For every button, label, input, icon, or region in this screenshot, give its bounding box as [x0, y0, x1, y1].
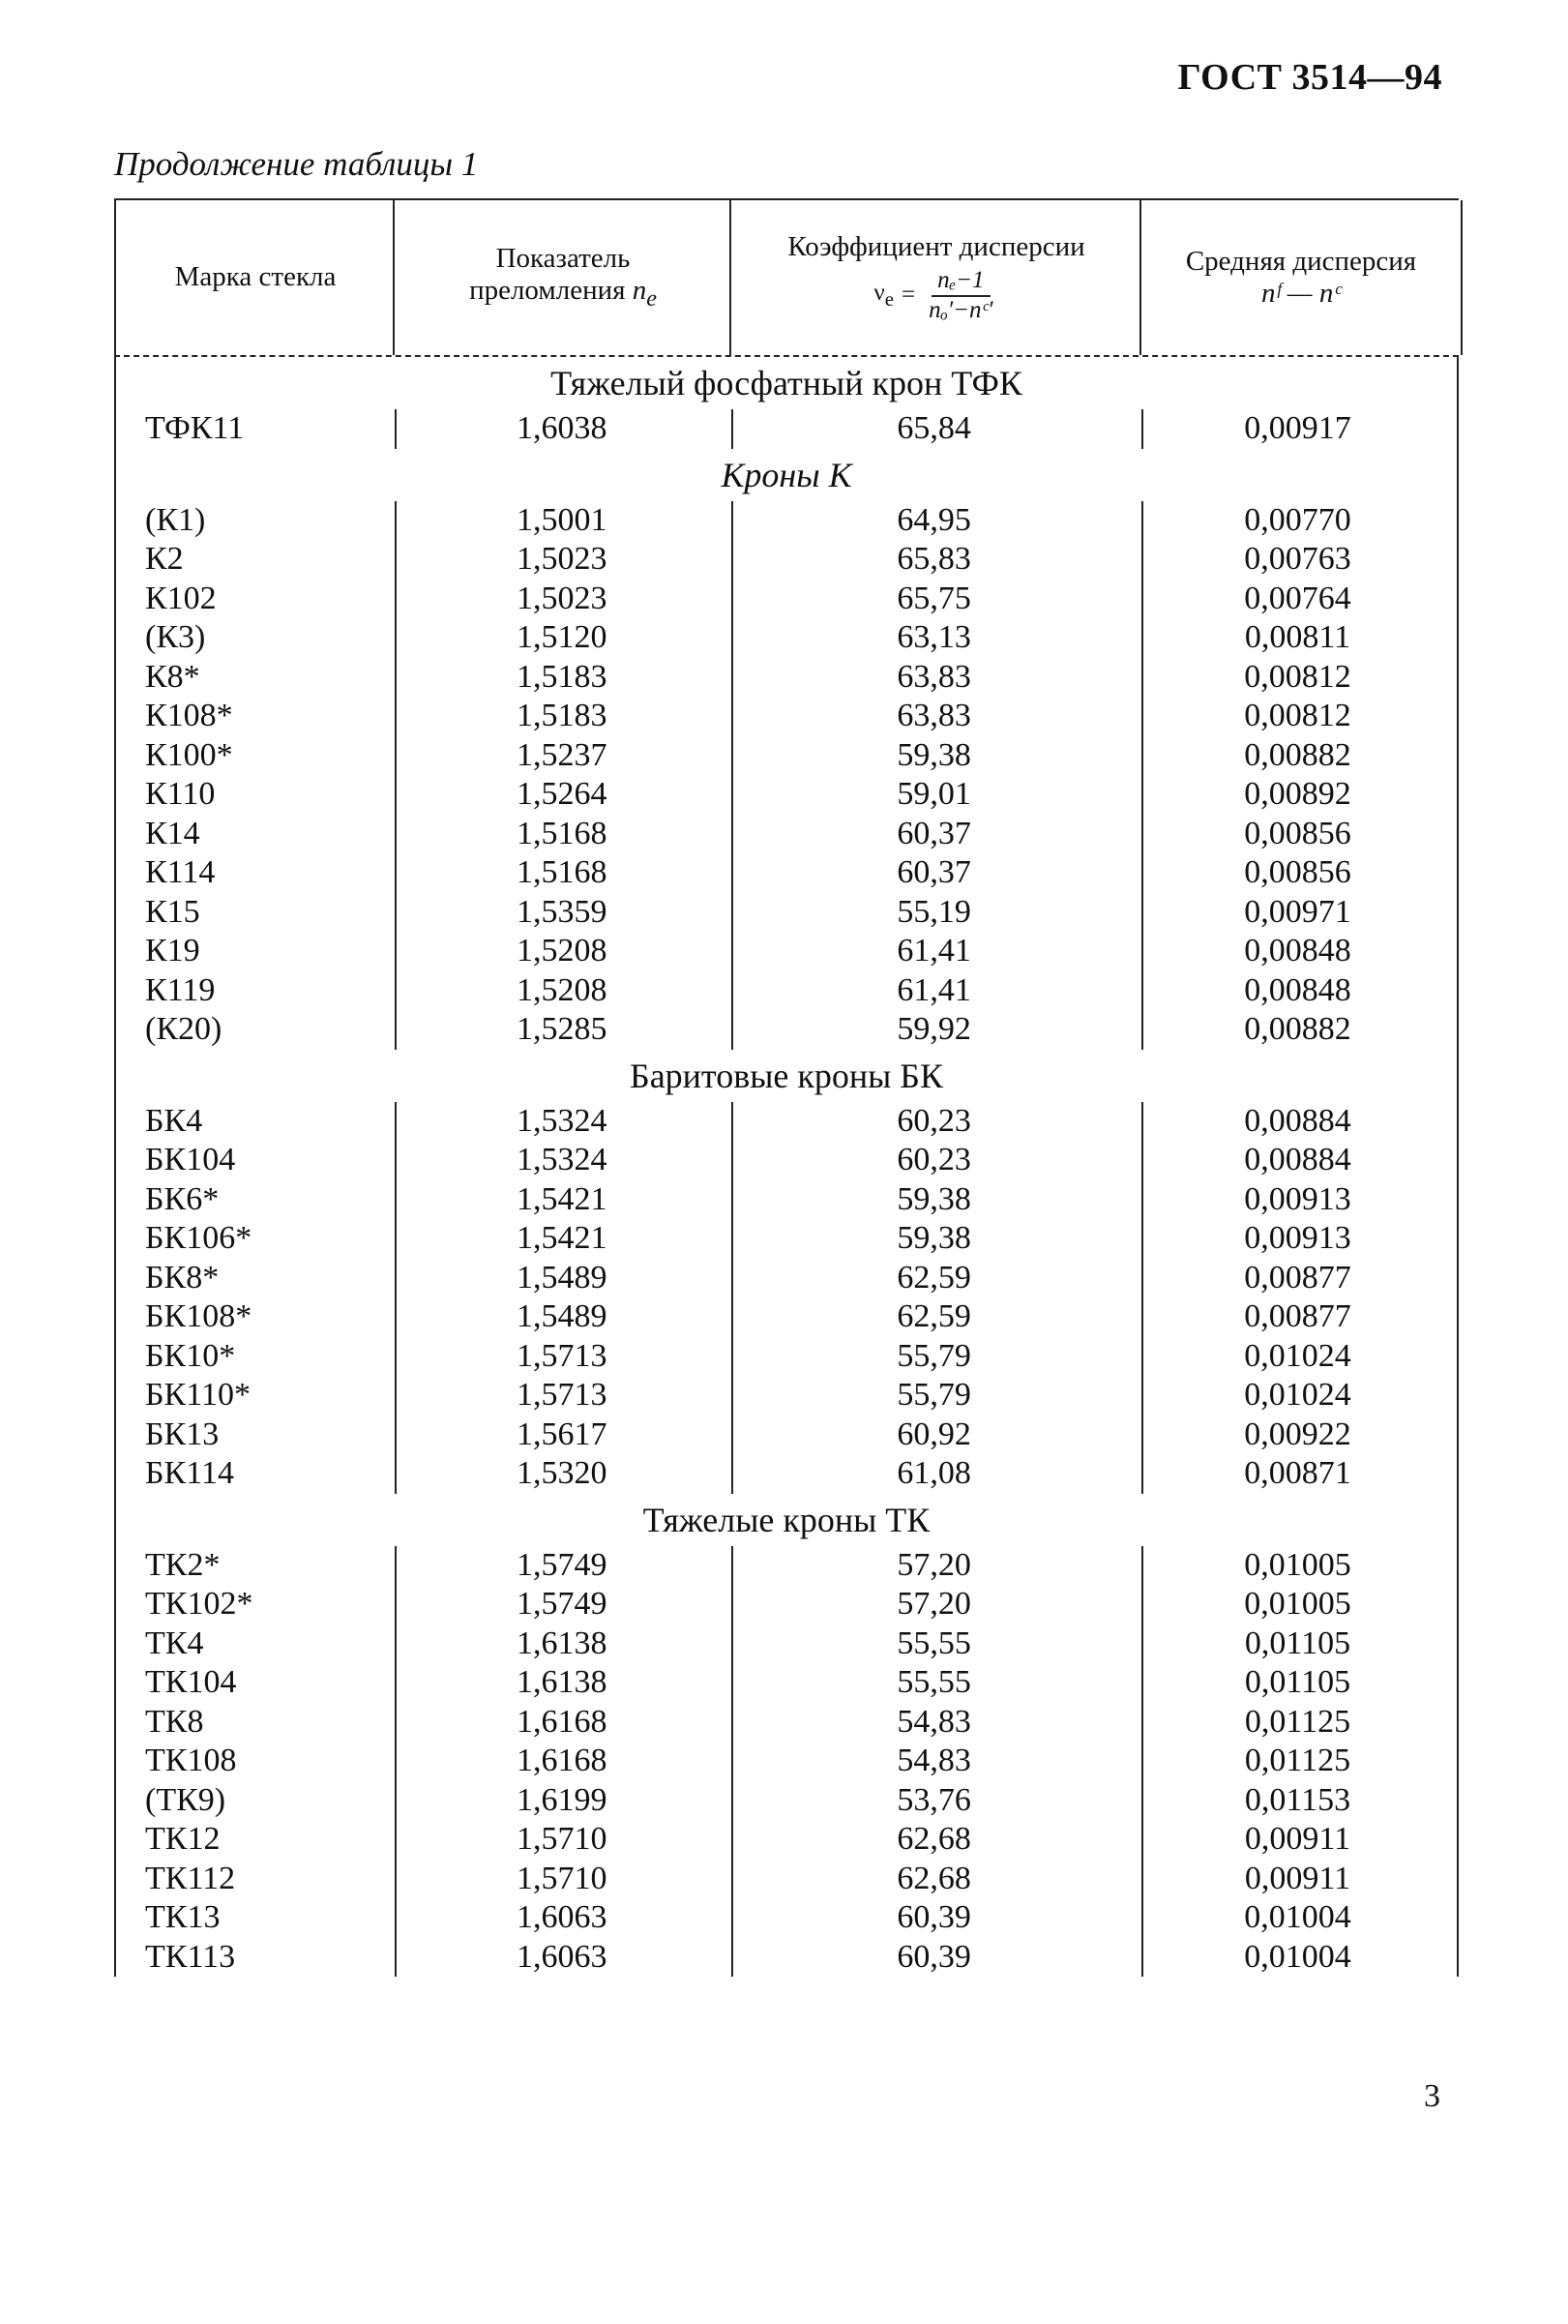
cell-refractive-index: 1,5713: [516, 1377, 607, 1414]
section-title: Тяжелые кроны ТК: [114, 1494, 1459, 1546]
cell-mean-dispersion: 0,00764: [1244, 580, 1351, 616]
cell-grade: К14: [145, 815, 200, 851]
cell-mean-dispersion: 0,00856: [1244, 854, 1351, 891]
cell-grade: К15: [145, 893, 200, 930]
header-refr-line2: преломления: [469, 275, 626, 307]
cell-mean-dispersion: 0,00848: [1244, 971, 1351, 1008]
table-row: [116, 1703, 1457, 1743]
cell-refractive-index: 1,5237: [516, 736, 607, 773]
cell-refractive-index: 1,5208: [516, 971, 607, 1008]
table-row: [116, 540, 1457, 580]
table-row: [116, 1219, 1457, 1259]
cell-dispersion-coefficient: 60,39: [897, 1899, 971, 1936]
table-row: [116, 1010, 1457, 1050]
table-row: [116, 853, 1457, 893]
table-row: [116, 1860, 1457, 1899]
cell-refractive-index: 1,5710: [516, 1860, 607, 1896]
cell-grade: (К1): [145, 501, 206, 538]
table-body: [114, 357, 1459, 1977]
cell-mean-dispersion: 0,00892: [1244, 776, 1351, 813]
header-dispersion-coefficient: [729, 200, 1141, 355]
cell-refractive-index: 1,6138: [516, 1664, 607, 1701]
cell-dispersion-coefficient: 64,95: [897, 501, 971, 538]
header-refr-line1: Показатель: [495, 243, 631, 275]
cell-refractive-index: 1,5421: [516, 1220, 607, 1257]
table-row: [116, 736, 1457, 776]
cell-dispersion-coefficient: 62,59: [897, 1259, 971, 1296]
table-row: [116, 1415, 1457, 1455]
cell-mean-dispersion: 0,01005: [1244, 1546, 1351, 1583]
disp-coef-numerator: nₑ−1: [932, 267, 990, 297]
cell-mean-dispersion: 0,01125: [1244, 1703, 1351, 1740]
cell-grade: БК108*: [145, 1298, 252, 1335]
cell-grade: К119: [145, 971, 216, 1008]
cell-dispersion-coefficient: 63,83: [897, 698, 971, 734]
cell-refractive-index: 1,5120: [516, 619, 607, 656]
table-row: [116, 1938, 1457, 1978]
table-row: [116, 409, 1457, 449]
cell-mean-dispersion: 0,00770: [1244, 501, 1351, 538]
cell-dispersion-coefficient: 55,55: [897, 1664, 971, 1701]
table-row: [116, 658, 1457, 698]
disp-coef-eq: =: [901, 282, 916, 309]
cell-mean-dispersion: 0,00911: [1244, 1860, 1351, 1896]
cell-refractive-index: 1,5285: [516, 1011, 607, 1048]
cell-dispersion-coefficient: 55,55: [897, 1624, 971, 1661]
cell-grade: К110: [145, 776, 216, 813]
table-row: [116, 1781, 1457, 1821]
cell-dispersion-coefficient: 60,23: [897, 1142, 971, 1178]
cell-mean-dispersion: 0,01105: [1244, 1624, 1351, 1661]
cell-grade: БК114: [145, 1455, 234, 1492]
cell-grade: БК13: [145, 1415, 220, 1452]
cell-refractive-index: 1,5001: [516, 501, 607, 538]
header-mean-dispersion: [1139, 200, 1463, 355]
cell-mean-dispersion: 0,01005: [1244, 1586, 1351, 1623]
header-grade-label: Марка стекла: [174, 261, 337, 293]
header-mean-disp-title: Средняя дисперсия: [1185, 245, 1417, 277]
cell-dispersion-coefficient: 53,76: [897, 1781, 971, 1818]
cell-grade: ТК13: [145, 1899, 221, 1936]
cell-refractive-index: 1,6138: [516, 1624, 607, 1661]
cell-grade: ТФК11: [145, 410, 245, 447]
header-refractive-index: [393, 200, 731, 355]
cell-refractive-index: 1,6038: [516, 410, 607, 447]
cell-dispersion-coefficient: 62,68: [897, 1821, 971, 1858]
cell-refractive-index: 1,5168: [516, 854, 607, 891]
cell-refractive-index: 1,5183: [516, 658, 607, 695]
table-row: [116, 618, 1457, 658]
cell-grade: К19: [145, 933, 200, 969]
table-row: [116, 775, 1457, 815]
cell-dispersion-coefficient: 61,41: [897, 971, 971, 1008]
cell-mean-dispersion: 0,00811: [1244, 619, 1351, 656]
cell-dispersion-coefficient: 55,79: [897, 1337, 971, 1374]
cell-dispersion-coefficient: 63,83: [897, 658, 971, 695]
cell-refractive-index: 1,5183: [516, 698, 607, 734]
table-row: [116, 1180, 1457, 1220]
disp-coef-lhs: ν: [873, 280, 885, 307]
cell-grade: БК106*: [145, 1220, 252, 1257]
cell-mean-dispersion: 0,00812: [1244, 658, 1351, 695]
cell-dispersion-coefficient: 59,38: [897, 1180, 971, 1217]
cell-grade: ТК8: [145, 1703, 204, 1740]
cell-mean-dispersion: 0,00884: [1244, 1102, 1351, 1139]
table-row: [116, 697, 1457, 736]
cell-dispersion-coefficient: 59,92: [897, 1011, 971, 1048]
cell-refractive-index: 1,5713: [516, 1337, 607, 1374]
cell-mean-dispersion: 0,00882: [1244, 1011, 1351, 1048]
table-row: [116, 1454, 1457, 1494]
cell-refractive-index: 1,6063: [516, 1938, 607, 1975]
section-rows: [114, 1102, 1459, 1494]
cell-refractive-index: 1,5023: [516, 541, 607, 578]
cell-refractive-index: 1,6168: [516, 1743, 607, 1779]
cell-refractive-index: 1,5617: [516, 1415, 607, 1452]
cell-grade: К2: [145, 541, 184, 578]
cell-dispersion-coefficient: 59,01: [897, 776, 971, 813]
table-row: [116, 1663, 1457, 1703]
cell-grade: (ТК9): [145, 1781, 226, 1818]
table-row: [116, 1585, 1457, 1624]
cell-dispersion-coefficient: 59,38: [897, 736, 971, 773]
cell-mean-dispersion: 0,00913: [1244, 1220, 1351, 1257]
cell-dispersion-coefficient: 60,92: [897, 1415, 971, 1452]
cell-grade: БК6*: [145, 1180, 220, 1217]
glass-table: [114, 198, 1459, 1977]
table-row: [116, 1141, 1457, 1180]
disp-coef-denominator: nₒ′−nᶜ′: [929, 296, 993, 323]
cell-mean-dispersion: 0,01153: [1244, 1781, 1351, 1818]
header-disp-coef-title: Коэффициент дисперсии: [787, 230, 1085, 262]
cell-dispersion-coefficient: 65,75: [897, 580, 971, 616]
cell-refractive-index: 1,5324: [516, 1102, 607, 1139]
table-row: [116, 501, 1457, 541]
cell-refractive-index: 1,5320: [516, 1455, 607, 1492]
cell-dispersion-coefficient: 60,39: [897, 1938, 971, 1975]
cell-mean-dispersion: 0,01024: [1244, 1337, 1351, 1374]
cell-mean-dispersion: 0,00812: [1244, 698, 1351, 734]
cell-mean-dispersion: 0,01004: [1244, 1938, 1351, 1975]
cell-grade: ТК12: [145, 1821, 221, 1858]
cell-refractive-index: 1,5710: [516, 1821, 607, 1858]
cell-mean-dispersion: 0,00871: [1244, 1455, 1351, 1492]
header-refr-symbol: n: [632, 275, 647, 307]
table-row: [116, 1376, 1457, 1415]
cell-grade: (К20): [145, 1011, 222, 1048]
section-rows: [114, 409, 1459, 449]
table-row: [116, 893, 1457, 933]
cell-dispersion-coefficient: 55,79: [897, 1377, 971, 1414]
cell-grade: ТК112: [145, 1860, 236, 1896]
cell-mean-dispersion: 0,00877: [1244, 1298, 1351, 1335]
cell-dispersion-coefficient: 54,83: [897, 1703, 971, 1740]
header-mean-disp-formula: nᶠ — nᶜ: [1261, 278, 1341, 309]
cell-refractive-index: 1,6199: [516, 1781, 607, 1818]
cell-refractive-index: 1,5023: [516, 580, 607, 616]
table-row: [116, 1820, 1457, 1860]
disp-coef-lhs-sub: e: [884, 287, 894, 312]
cell-grade: БК4: [145, 1102, 203, 1139]
table-caption: Продолжение таблицы 1: [114, 145, 479, 183]
cell-dispersion-coefficient: 60,23: [897, 1102, 971, 1139]
disp-coef-formula: [873, 267, 998, 325]
cell-grade: ТК4: [145, 1624, 204, 1661]
table-row: [116, 1624, 1457, 1664]
cell-dispersion-coefficient: 60,37: [897, 854, 971, 891]
cell-dispersion-coefficient: 63,13: [897, 619, 971, 656]
cell-grade: ТК113: [145, 1938, 236, 1975]
cell-refractive-index: 1,5168: [516, 815, 607, 851]
table-row: [116, 1898, 1457, 1938]
cell-dispersion-coefficient: 57,20: [897, 1586, 971, 1623]
page-number: 3: [1424, 2078, 1440, 2114]
cell-grade: БК104: [145, 1142, 236, 1178]
cell-grade: БК8*: [145, 1259, 220, 1296]
cell-grade: К100*: [145, 736, 233, 773]
cell-mean-dispersion: 0,00911: [1244, 1821, 1351, 1858]
table-row: [116, 1337, 1457, 1377]
table-row: [116, 1297, 1457, 1337]
cell-refractive-index: 1,5421: [516, 1180, 607, 1217]
cell-mean-dispersion: 0,00884: [1244, 1142, 1351, 1178]
cell-grade: ТК104: [145, 1664, 237, 1701]
table-row: [116, 580, 1457, 619]
cell-mean-dispersion: 0,01024: [1244, 1377, 1351, 1414]
section-title: Баритовые кроны БК: [114, 1050, 1459, 1102]
cell-mean-dispersion: 0,00877: [1244, 1259, 1351, 1296]
section-title: Тяжелый фосфатный крон ТФК: [114, 357, 1459, 409]
cell-grade: ТК108: [145, 1743, 237, 1779]
table-row: [116, 815, 1457, 854]
table-row: [116, 1102, 1457, 1142]
cell-dispersion-coefficient: 61,08: [897, 1455, 971, 1492]
cell-mean-dispersion: 0,00913: [1244, 1180, 1351, 1217]
cell-grade: ТК102*: [145, 1586, 253, 1623]
cell-mean-dispersion: 0,01105: [1244, 1664, 1351, 1701]
section-rows: [114, 501, 1459, 1050]
cell-grade: БК110*: [145, 1377, 251, 1414]
cell-mean-dispersion: 0,00763: [1244, 541, 1351, 578]
cell-refractive-index: 1,5324: [516, 1142, 607, 1178]
cell-grade: К8*: [145, 658, 200, 695]
cell-mean-dispersion: 0,01125: [1244, 1743, 1351, 1779]
cell-refractive-index: 1,5359: [516, 893, 607, 930]
cell-dispersion-coefficient: 55,19: [897, 893, 971, 930]
cell-grade: ТК2*: [145, 1546, 221, 1583]
cell-refractive-index: 1,5489: [516, 1259, 607, 1296]
cell-dispersion-coefficient: 54,83: [897, 1743, 971, 1779]
cell-refractive-index: 1,5264: [516, 776, 607, 813]
cell-refractive-index: 1,5489: [516, 1298, 607, 1335]
cell-mean-dispersion: 0,00856: [1244, 815, 1351, 851]
cell-grade: К108*: [145, 698, 233, 734]
header-refr-sub: e: [646, 285, 657, 313]
table-row: [116, 1259, 1457, 1298]
cell-mean-dispersion: 0,00882: [1244, 736, 1351, 773]
cell-dispersion-coefficient: 62,68: [897, 1860, 971, 1896]
cell-dispersion-coefficient: 61,41: [897, 933, 971, 969]
cell-mean-dispersion: 0,00848: [1244, 933, 1351, 969]
cell-dispersion-coefficient: 59,38: [897, 1220, 971, 1257]
cell-refractive-index: 1,6168: [516, 1703, 607, 1740]
cell-mean-dispersion: 0,00922: [1244, 1415, 1351, 1452]
header-grade: [114, 200, 395, 355]
cell-refractive-index: 1,5749: [516, 1586, 607, 1623]
cell-dispersion-coefficient: 62,59: [897, 1298, 971, 1335]
table-row: [116, 971, 1457, 1011]
cell-refractive-index: 1,5208: [516, 933, 607, 969]
table-row: [116, 932, 1457, 971]
cell-mean-dispersion: 0,00971: [1244, 893, 1351, 930]
cell-grade: К114: [145, 854, 216, 891]
cell-dispersion-coefficient: 57,20: [897, 1546, 971, 1583]
cell-refractive-index: 1,5749: [516, 1546, 607, 1583]
table-header: [114, 198, 1459, 357]
section-rows: [114, 1546, 1459, 1978]
cell-grade: (К3): [145, 619, 206, 656]
cell-dispersion-coefficient: 65,83: [897, 541, 971, 578]
cell-dispersion-coefficient: 60,37: [897, 815, 971, 851]
table-row: [116, 1742, 1457, 1781]
cell-dispersion-coefficient: 65,84: [897, 410, 971, 447]
cell-grade: БК10*: [145, 1337, 236, 1374]
cell-mean-dispersion: 0,00917: [1244, 410, 1351, 447]
cell-refractive-index: 1,6063: [516, 1899, 607, 1936]
document-code: ГОСТ 3514—94: [1177, 57, 1442, 98]
table-row: [116, 1546, 1457, 1586]
cell-mean-dispersion: 0,01004: [1244, 1899, 1351, 1936]
section-title: Кроны К: [114, 449, 1459, 501]
cell-grade: К102: [145, 580, 217, 616]
